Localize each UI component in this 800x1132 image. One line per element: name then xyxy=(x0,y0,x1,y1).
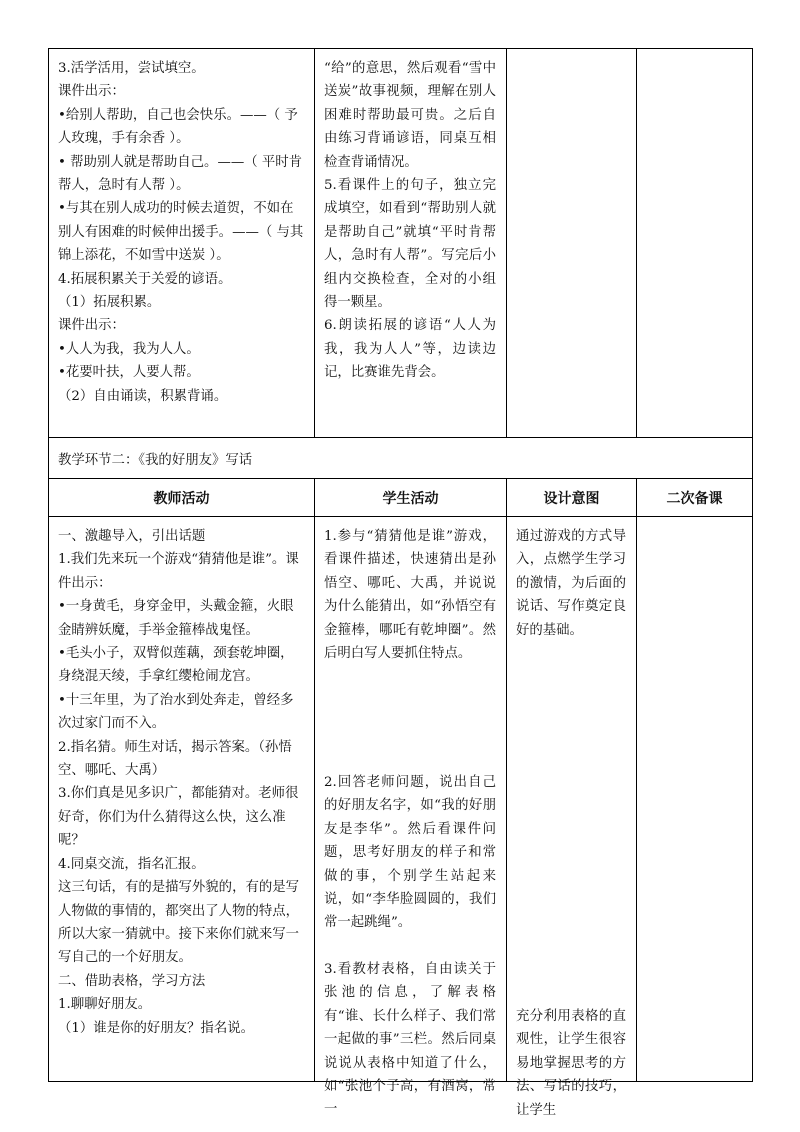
teacher-line-10: •花要叶扶，人要人帮。 xyxy=(58,365,200,381)
header-notes: 二次备课 xyxy=(666,490,723,507)
student-activity-cell xyxy=(315,517,506,1118)
teacher-line-11: （2）自由诵读，积累背诵。 xyxy=(58,388,228,404)
header-design: 设计意图 xyxy=(543,490,600,507)
teacher-line-5: •十三年里，为了治水到处奔走，曾经多次过家门而不入。 xyxy=(58,692,294,732)
student-line-3: 6.朗读拓展的谚语“人人为我，我为人人”等，边读边记，比赛谁先背会。 xyxy=(324,318,496,381)
teacher-line-10: 二、借助表格，学习方法 xyxy=(58,973,206,989)
student-paragraph-1: 1.参与“猜猜他是谁”游戏，看课件描述，快速猜出是孙悟空、哪吒、大禹，并说说为什么能猜出，如“孙悟空有金箍棒，哪吒有乾坤圈”。然后明白写人要抓住特点。 xyxy=(324,529,496,662)
teacher-line-3: •给别人帮助，自己也会快乐。——（ 予人玫瑰，手有余香 ）。 xyxy=(58,107,298,147)
teacher-line-3: •一身黄毛，身穿金甲，头戴金箍，火眼金睛辨妖魔，手举金箍棒战鬼怪。 xyxy=(58,599,294,638)
teacher-activity-text xyxy=(58,57,304,408)
teacher-line-9: •人人为我，我为人人。 xyxy=(58,341,200,357)
student-activity-cell xyxy=(315,49,506,437)
teacher-line-2: 1.我们先来玩一个游戏“猜猜他是谁”。课件出示： xyxy=(58,552,299,591)
teacher-line-6: 2.指名猜。师生对话，揭示答案。（孙悟空、哪吒、大禹） xyxy=(58,739,292,779)
continuation-row xyxy=(49,49,752,437)
student-paragraph-3: 3.看教材表格，自由读关于张池的信息，了解表格有“谁、长什么样子、我们常一起做的事”三栏。然后同桌说说从表格中知道了什么，如“张池个子高，有酒窝，常一 xyxy=(324,962,496,1118)
design-intent-cell xyxy=(507,49,636,437)
teacher-line-9: 这三句话，有的是描写外貌的，有的是写人物做的事情的，都突出了人物的特点，所以大家一猜就中。接下来你们就来写一写自己的一个好朋友。 xyxy=(58,880,300,966)
student-line-1: “给”的意思，然后观看“雪中送炭”故事视频，理解在别人困难时帮助最可贵。之后自由练习背诵谚语，同桌互相检查背诵情况。 xyxy=(324,61,496,170)
section-title: 教学环节二：《我的好朋友》写话 xyxy=(58,452,253,468)
revision-notes-cell xyxy=(637,517,752,1081)
teacher-activity-cell xyxy=(49,517,314,1081)
teacher-line-8: 课件出示： xyxy=(58,318,125,334)
header-teacher: 教师活动 xyxy=(153,490,210,507)
teacher-line-4: •毛头小子，双臂似莲藕，颈套乾坤圈，身绕混天绫，手拿红缨枪闹龙宫。 xyxy=(58,646,294,685)
teacher-line-5: •与其在别人成功的时候去道贺，不如在别人有困难的时候伸出援手。——（ 与其锦上添花，不如雪中送炭 ）。 xyxy=(58,201,304,264)
teacher-line-4: • 帮助别人就是帮助自己。——（ 平时肯帮人，急时有人帮 ）。 xyxy=(58,154,303,194)
teacher-line-12: （1）谁是你的好朋友？指名说。 xyxy=(58,1020,254,1036)
teacher-line-6: 4.拓展积累关于关爱的谚语。 xyxy=(58,271,232,287)
teacher-line-11: 1.聊聊好朋友。 xyxy=(58,997,152,1013)
revision-notes-cell xyxy=(637,49,752,437)
student-paragraph-2: 2.回答老师问题，说出自己的好朋友名字，如“我的好朋友是李华”。然后看课件问题，思考好朋友的样子和常做的事，个别学生站起来说，如“李华脸圆圆的，我们常一起跳绳”。 xyxy=(324,775,496,931)
content-row xyxy=(49,517,752,1118)
header-student: 学生活动 xyxy=(382,490,439,507)
design-paragraph-2: 充分利用表格的直观性，让学生很容易地掌握思考的方法、写话的技巧，让学生 xyxy=(516,1009,626,1118)
teacher-line-7: 3.你们真是见多识广，都能猜对。老师很好奇，你们为什么猜得这么快，这么准呢？ xyxy=(58,786,299,849)
student-activity-text xyxy=(324,57,496,385)
lesson-plan-table xyxy=(48,48,753,1118)
teacher-line-1: 一、激趣导入，引出话题 xyxy=(58,529,206,544)
teacher-activity-text xyxy=(58,525,304,1040)
design-intent-cell xyxy=(507,517,636,1118)
teacher-activity-cell xyxy=(49,49,314,437)
section-title-row xyxy=(49,438,761,478)
teacher-line-1: 3.活学活用，尝试填空。 xyxy=(58,61,205,76)
header-row xyxy=(49,479,752,516)
design-paragraph-1: 通过游戏的方式导入，点燃学生学习的激情，为后面的说话、写作奠定良好的基础。 xyxy=(516,529,626,638)
teacher-line-8: 4.同桌交流，指名汇报。 xyxy=(58,856,205,872)
teacher-line-2: 课件出示： xyxy=(58,84,125,100)
teacher-line-7: （1）拓展积累。 xyxy=(58,295,161,311)
student-line-2: 5.看课件上的句子，独立完成填空，如看到“帮助别人就是帮助自己”就填“平时肯帮人，急时有人帮”。写完后小组内交换检查，全对的小组得一颗星。 xyxy=(324,178,496,311)
